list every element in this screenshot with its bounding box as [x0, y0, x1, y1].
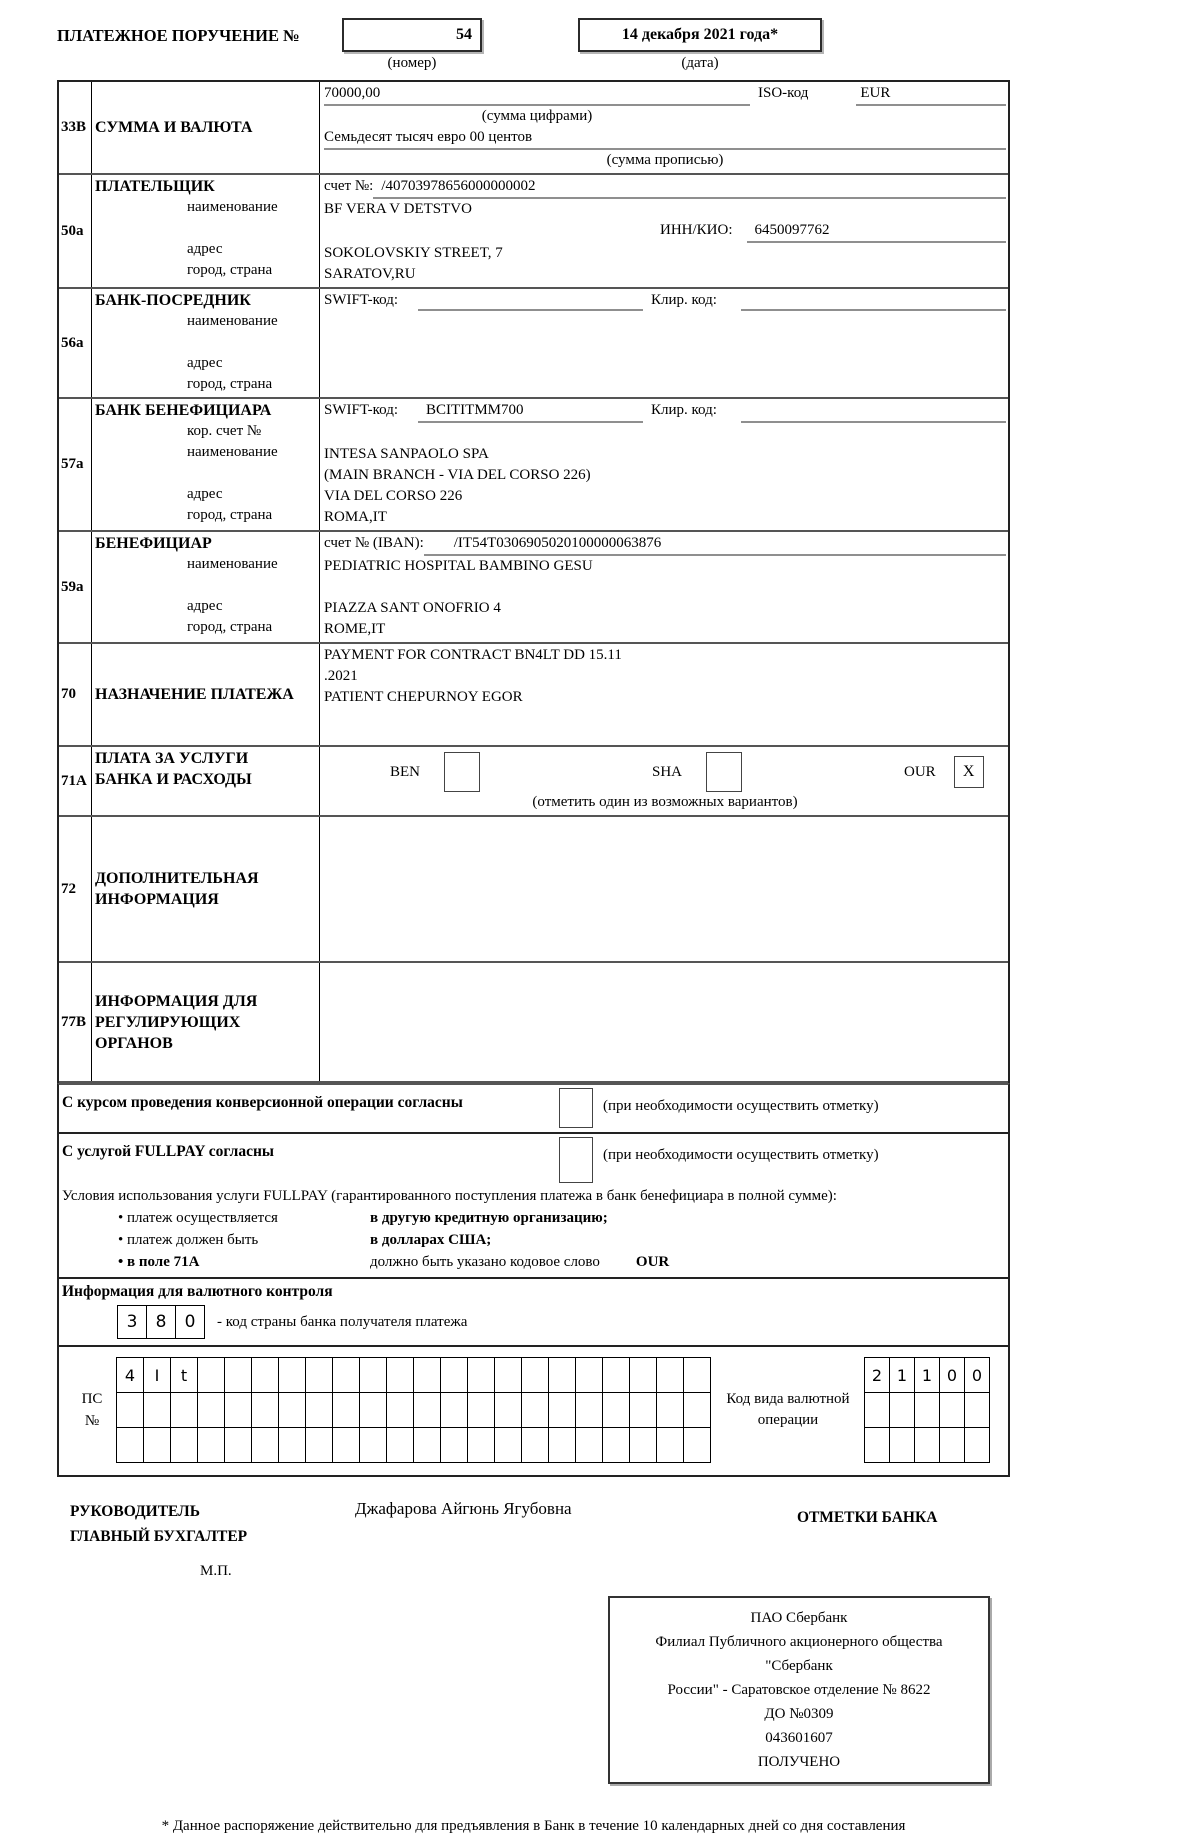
order-number-caption: (номер) — [387, 55, 437, 71]
stamp-place-label: М.П. — [200, 1563, 232, 1579]
beneficiary-bank-clearing-label: Клир. код: — [651, 402, 717, 418]
grid-cell — [629, 1392, 657, 1428]
signer-name: Джафарова Айгюнь Ягубовна — [355, 1499, 572, 1518]
grid-cell — [224, 1357, 252, 1393]
section-50a-payer — [59, 175, 1008, 289]
grid-cell — [939, 1392, 965, 1428]
beneficiary-iban-value: /IT54T0306905020100000063876 — [424, 533, 1006, 556]
stamp-line: 043601607 — [765, 1730, 833, 1746]
fullpay-caption: (при необходимости осуществить отметку) — [603, 1147, 879, 1163]
beneficiary-bank-city-label: город, страна — [187, 507, 273, 523]
grid-cell: t — [170, 1357, 198, 1393]
grid-cell — [143, 1392, 171, 1428]
grid-cell — [251, 1357, 279, 1393]
grid-cell — [332, 1357, 360, 1393]
currency-control-title: Информация для валютного контроля — [62, 1283, 333, 1300]
beneficiary-bank-city-value: ROMA,IT — [324, 509, 387, 525]
regulatory-info-label-line2: РЕГУЛИРУЮЩИХ — [95, 1013, 241, 1031]
grid-cell — [629, 1357, 657, 1393]
grid-cell — [116, 1392, 144, 1428]
fullpay-bullet1-label: • платеж осуществляется — [118, 1210, 278, 1226]
fullpay-bullet3-text: должно быть указано кодовое слово — [370, 1254, 600, 1270]
grid-cell — [964, 1427, 990, 1463]
grid-cell — [467, 1357, 495, 1393]
grid-cell — [629, 1427, 657, 1463]
grid-cell — [440, 1392, 468, 1428]
grid-cell — [305, 1357, 333, 1393]
beneficiary-name-value: PEDIATRIC HOSPITAL BAMBINO GESU — [324, 558, 593, 574]
beneficiary-address-label: адрес — [187, 598, 223, 614]
our-checkbox — [954, 756, 984, 788]
grid-cell — [359, 1357, 387, 1393]
fullpay-bullet2-value: в долларах США; — [370, 1232, 492, 1248]
beneficiary-bank-name-value2: (MAIN BRANCH - VIA DEL CORSO 226) — [324, 467, 591, 483]
country-code-cell: 0 — [175, 1305, 205, 1339]
charges-label-line1: ПЛАТА ЗА УСЛУГИ — [95, 750, 249, 767]
grid-cell — [278, 1427, 306, 1463]
grid-cell — [413, 1427, 441, 1463]
section-77B-regulatory-info — [59, 963, 1008, 1083]
section-70-purpose — [59, 644, 1008, 747]
grid-cell: 4 — [116, 1357, 144, 1393]
field-code-50a: 50a — [59, 175, 92, 287]
section-33B-amount — [59, 82, 1008, 175]
payer-address-label: адрес — [187, 241, 223, 257]
grid-cell — [602, 1357, 630, 1393]
order-number-group — [342, 18, 482, 72]
intermediary-city-label: город, страна — [187, 376, 273, 392]
grid-cell — [386, 1392, 414, 1428]
grid-cell — [197, 1357, 225, 1393]
payer-account-value: /40703978656000000002 — [373, 176, 1006, 199]
grid-cell: 1 — [889, 1357, 915, 1393]
ben-option-label: BEN — [390, 763, 420, 780]
section-72-additional-info — [59, 817, 1008, 963]
payer-name-value: BF VERA V DETSTVO — [324, 201, 472, 217]
grid-cell — [683, 1357, 711, 1393]
grid-cell — [521, 1357, 549, 1393]
our-checkbox-mark: X — [962, 763, 975, 780]
field-code-77B: 77B — [59, 963, 92, 1081]
director-label: РУКОВОДИТЕЛЬ — [70, 1503, 200, 1520]
grid-cell — [889, 1392, 915, 1428]
grid-cell — [386, 1357, 414, 1393]
grid-cell — [964, 1392, 990, 1428]
stamp-line: ПАО Сбербанк — [750, 1610, 848, 1626]
our-option-label: OUR — [904, 763, 936, 780]
purpose-line1: PAYMENT FOR CONTRACT BN4LT DD 15.11 — [324, 647, 622, 663]
grid-cell — [251, 1392, 279, 1428]
ps-grid-section — [57, 1347, 1010, 1477]
field-code-71A: 71A — [59, 747, 92, 815]
grid-cell — [413, 1357, 441, 1393]
beneficiary-bank-name-label: наименование — [187, 444, 278, 460]
grid-cell — [440, 1357, 468, 1393]
grid-cell — [467, 1427, 495, 1463]
fullpay-bullet3-code: OUR — [635, 1254, 670, 1270]
additional-info-label-line2: ИНФОРМАЦИЯ — [95, 891, 219, 908]
grid-cell: 2 — [864, 1357, 890, 1393]
intermediary-name-label: наименование — [187, 313, 278, 329]
section-71A-charges — [59, 747, 1008, 817]
grid-cell — [440, 1427, 468, 1463]
fullpay-bullet2-label: • платеж должен быть — [118, 1232, 259, 1248]
payer-address-value: SOKOLOVSKIY STREET, 7 — [324, 245, 503, 261]
grid-cell — [521, 1427, 549, 1463]
beneficiary-label: БЕНЕФИЦИАР — [95, 535, 212, 552]
field-code-59a: 59a — [59, 532, 92, 642]
currency-operation-code-grid — [865, 1357, 990, 1463]
document-title: ПЛАТЕЖНОЕ ПОРУЧЕНИЕ № — [57, 26, 300, 45]
order-date-caption: (дата) — [681, 55, 719, 71]
beneficiary-bank-clearing-value — [741, 400, 1006, 423]
grid-cell — [548, 1427, 576, 1463]
signature-section — [57, 1499, 1188, 1549]
bank-marks-label: ОТМЕТКИ БАНКА — [797, 1509, 938, 1526]
fullpay-bullet1-value: в другую кредитную организацию; — [370, 1210, 608, 1226]
stamp-line: Филиал Публичного акционерного общества "Сбербанк — [655, 1634, 943, 1674]
grid-cell — [251, 1427, 279, 1463]
grid-cell: 0 — [939, 1357, 965, 1393]
beneficiary-address-value: PIAZZA SANT ONOFRIO 4 — [324, 600, 501, 616]
intermediary-address-label: адрес — [187, 355, 223, 371]
sha-checkbox — [706, 752, 742, 792]
grid-cell — [575, 1357, 603, 1393]
iso-code-value: EUR — [856, 83, 1006, 106]
beneficiary-bank-swift-value: BCITITMM700 — [418, 400, 643, 423]
field-code-33B: 33B — [59, 82, 92, 173]
payer-inn-value: 6450097762 — [747, 220, 1006, 243]
purpose-line3: PATIENT CHEPURNOY EGOR — [324, 689, 523, 705]
beneficiary-bank-address-label: адрес — [187, 486, 223, 502]
beneficiary-city-value: ROME,IT — [324, 621, 386, 637]
field-code-56a: 56a — [59, 289, 92, 397]
grid-cell — [413, 1392, 441, 1428]
grid-cell — [197, 1392, 225, 1428]
beneficiary-iban-label: счет № (IBAN): — [324, 535, 424, 551]
grid-cell — [305, 1392, 333, 1428]
grid-cell — [170, 1392, 198, 1428]
section-59a-beneficiary — [59, 532, 1008, 644]
grid-cell — [683, 1392, 711, 1428]
payer-inn-label: ИНН/КИО: — [660, 222, 733, 238]
grid-cell — [467, 1392, 495, 1428]
grid-cell — [939, 1427, 965, 1463]
grid-cell — [864, 1392, 890, 1428]
fullpay-bullet3-label: • в поле 71А — [118, 1254, 200, 1270]
grid-cell — [305, 1427, 333, 1463]
grid-cell — [889, 1427, 915, 1463]
grid-cell — [656, 1392, 684, 1428]
grid-cell — [224, 1427, 252, 1463]
field-code-57a: 57a — [59, 399, 92, 530]
country-code-caption: - код страны банка получателя платежа — [217, 1313, 468, 1330]
amount-label: СУММА И ВАЛЮТА — [95, 119, 253, 136]
charges-label-line2: БАНКА И РАСХОДЫ — [95, 771, 252, 788]
iso-code-label: ISO-код — [758, 85, 809, 101]
grid-cell — [494, 1357, 522, 1393]
grid-cell — [864, 1427, 890, 1463]
currency-operation-code-label: Код вида валютной операции — [726, 1391, 850, 1428]
grid-cell — [170, 1427, 198, 1463]
intermediary-clearing-label: Клир. код: — [651, 292, 717, 308]
beneficiary-bank-corr-label: кор. счет № — [187, 423, 262, 439]
grid-cell: 0 — [964, 1357, 990, 1393]
ps-number-label: ПС № — [81, 1391, 103, 1429]
intermediary-swift-value — [418, 290, 643, 311]
beneficiary-name-label: наименование — [187, 556, 278, 572]
grid-cell — [116, 1427, 144, 1463]
sha-option-label: SHA — [652, 763, 683, 780]
accountant-label: ГЛАВНЫЙ БУХГАЛТЕР — [70, 1528, 248, 1545]
section-57a-beneficiary-bank — [59, 399, 1008, 532]
stamp-line: ПОЛУЧЕНО — [757, 1754, 841, 1770]
order-number-box: 54 — [342, 18, 482, 52]
grid-cell — [332, 1427, 360, 1463]
grid-cell — [683, 1427, 711, 1463]
payer-label: ПЛАТЕЛЬЩИК — [95, 178, 215, 195]
grid-cell — [548, 1392, 576, 1428]
document-header — [57, 18, 1188, 72]
fullpay-label: С услугой FULLPAY согласны — [62, 1143, 275, 1160]
beneficiary-bank-name-value: INTESA SANPAOLO SPA — [324, 446, 489, 462]
grid-cell — [575, 1427, 603, 1463]
grid-cell — [656, 1357, 684, 1393]
amount-words-value: Семьдесят тысяч евро 00 центов — [324, 127, 1006, 150]
grid-cell — [359, 1392, 387, 1428]
beneficiary-bank-swift-label: SWIFT-код: — [324, 402, 399, 418]
grid-cell — [224, 1392, 252, 1428]
conversion-consent-label: С курсом проведения конверсионной операции согласны — [62, 1094, 463, 1111]
payer-name-label: наименование — [187, 199, 278, 215]
beneficiary-bank-address-value: VIA DEL CORSO 226 — [324, 488, 463, 504]
additional-info-label-line1: ДОПОЛНИТЕЛЬНАЯ — [95, 870, 259, 887]
grid-cell — [548, 1357, 576, 1393]
grid-cell — [494, 1392, 522, 1428]
grid-cell — [359, 1427, 387, 1463]
intermediary-clearing-value — [741, 290, 1006, 311]
grid-cell — [386, 1427, 414, 1463]
grid-cell — [914, 1392, 940, 1428]
grid-cell — [278, 1357, 306, 1393]
intermediary-swift-label: SWIFT-код: — [324, 292, 399, 308]
section-56a-intermediary-bank — [59, 289, 1008, 399]
bank-stamp-box — [608, 1596, 990, 1784]
grid-cell — [197, 1427, 225, 1463]
grid-cell — [602, 1392, 630, 1428]
stamp-line: России" - Саратовское отделение № 8622 — [667, 1682, 931, 1698]
payment-order-table — [57, 80, 1010, 1083]
grid-cell: 1 — [914, 1357, 940, 1393]
grid-cell — [575, 1392, 603, 1428]
grid-cell — [278, 1392, 306, 1428]
ps-number-grid — [117, 1357, 711, 1463]
beneficiary-city-label: город, страна — [187, 619, 273, 635]
regulatory-info-label-line3: ОРГАНОВ — [95, 1034, 173, 1052]
fullpay-checkbox — [559, 1137, 593, 1183]
order-date-box: 14 декабря 2021 года* — [578, 18, 822, 52]
validity-footnote: * Данное распоряжение действительно для предъявления в Банк в течение 10 календарных дней со дня составления — [161, 1818, 906, 1834]
grid-cell — [494, 1427, 522, 1463]
grid-cell — [143, 1427, 171, 1463]
country-code-cell: 3 — [117, 1305, 147, 1339]
payer-city-value: SARATOV,RU — [324, 266, 416, 282]
conversion-consent-checkbox — [559, 1088, 593, 1128]
field-code-70: 70 — [59, 644, 92, 745]
regulatory-info-label-line1: ИНФОРМАЦИЯ ДЛЯ — [95, 992, 258, 1010]
payer-city-label: город, страна — [187, 262, 273, 278]
grid-cell — [656, 1427, 684, 1463]
amount-words-caption: (сумма прописью) — [606, 152, 724, 168]
order-date-group — [578, 18, 822, 72]
country-code-cell: 8 — [146, 1305, 176, 1339]
currency-control-section — [57, 1279, 1010, 1347]
stamp-line: ДО №0309 — [764, 1706, 834, 1722]
amount-digits-caption: (сумма цифрами) — [481, 108, 593, 124]
fullpay-section — [57, 1134, 1010, 1279]
beneficiary-bank-label: БАНК БЕНЕФИЦИАРА — [95, 402, 272, 419]
ben-checkbox — [444, 752, 480, 792]
grid-cell — [332, 1392, 360, 1428]
field-code-72: 72 — [59, 817, 92, 961]
fullpay-conditions-title: Условия использования услуги FULLPAY (гарантированного поступления платежа в банк бенефициара в полной сумме): — [62, 1188, 837, 1204]
charges-caption: (отметить один из возможных вариантов) — [532, 794, 798, 810]
amount-digits-value: 70000,00 — [324, 83, 750, 106]
purpose-label: НАЗНАЧЕНИЕ ПЛАТЕЖА — [95, 686, 294, 703]
payer-account-label: счет №: — [324, 178, 374, 194]
conversion-consent-caption: (при необходимости осуществить отметку) — [603, 1098, 879, 1114]
grid-cell — [914, 1427, 940, 1463]
grid-cell — [521, 1392, 549, 1428]
intermediary-bank-label: БАНК-ПОСРЕДНИК — [95, 292, 251, 309]
grid-cell — [602, 1427, 630, 1463]
purpose-line2: .2021 — [324, 668, 358, 684]
grid-cell: I — [143, 1357, 171, 1393]
conversion-consent-section — [57, 1083, 1010, 1134]
